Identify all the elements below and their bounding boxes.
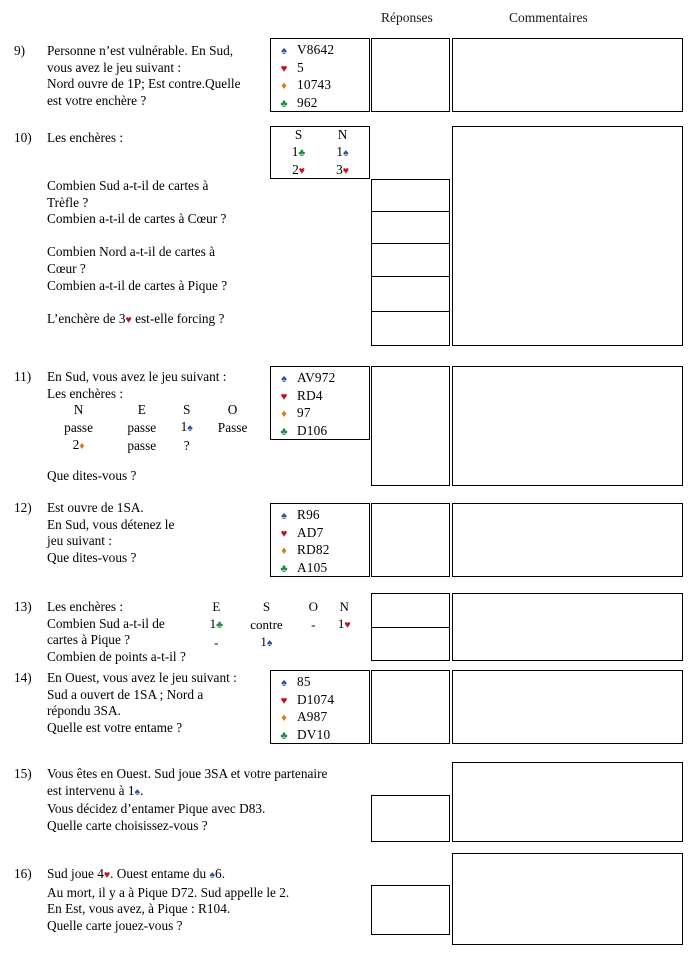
hand-cards-diamond: A987 [297, 709, 328, 724]
club-icon: ♣ [280, 729, 288, 742]
heart-icon: ♥ [280, 694, 288, 707]
answer-box-10[interactable] [371, 179, 450, 346]
spade-icon: ♠ [281, 510, 287, 522]
diamond-icon: ♦ [79, 441, 85, 453]
q15-line-3: Vous décidez d’entamer Pique avec D83. [47, 801, 266, 817]
question-text-16 [47, 866, 352, 934]
bid-e-2: passe [127, 438, 157, 454]
hand-cards-spade: R96 [297, 507, 320, 522]
hand-cards-club: 962 [297, 94, 318, 110]
bidding-col-n: N [73, 402, 84, 417]
hand-row-club [271, 422, 369, 440]
question-text-15 [47, 766, 352, 834]
question-text-9 [47, 43, 261, 109]
q9-line-1: Personne n’est vulnérable. En Sud, [47, 43, 234, 58]
answer-box-14[interactable] [371, 670, 450, 744]
hand-row-club [271, 94, 369, 112]
bid-o-1: Passe [217, 419, 248, 435]
q13-line-2: Combien Sud a-t-il de [47, 615, 165, 631]
bidding-header-row [199, 599, 361, 616]
bid-s-2: 1♠ [260, 634, 273, 649]
q12-line-3: jeu suivant : [47, 533, 112, 549]
bid-e-1: 1♣ [209, 615, 224, 631]
diamond-icon: ♦ [281, 712, 287, 724]
hand-cards-heart: D1074 [297, 691, 335, 707]
spade-icon: ♠ [209, 870, 216, 881]
comment-box-9[interactable] [452, 38, 683, 112]
question-text-11 [47, 369, 265, 402]
bid-s-1: 1♠ [180, 418, 193, 434]
bid-e-2: - [214, 635, 219, 650]
bid-s-2: 2♥ [292, 162, 305, 178]
bid-n-1: 1♠ [336, 143, 349, 159]
comment-box-12[interactable] [452, 503, 683, 577]
q14-line-1: En Ouest, vous avez le jeu suivant : [47, 670, 237, 685]
hand-row-diamond [271, 708, 369, 726]
heart-icon: ♥ [342, 166, 349, 178]
q10-line-1: Les enchères : [47, 130, 124, 145]
club-icon: ♣ [216, 619, 224, 631]
q10-line-2: Combien Sud a-t-il de cartes à [47, 178, 209, 193]
hand-row-spade [271, 673, 369, 691]
question-number-9: 9) [14, 43, 26, 58]
club-icon: ♣ [298, 147, 306, 159]
heart-icon: ♥ [344, 619, 351, 631]
q11-line-3: Que dites-vous ? [47, 468, 137, 483]
q9-line-3: Nord ouvre de 1P; Est contre.Quelle [47, 76, 241, 92]
answer-box-15[interactable] [371, 795, 450, 842]
q13-line-3: cartes à Pique ? [47, 632, 131, 648]
hand-cards-spade: AV972 [297, 370, 336, 385]
bidding-col-n: N [339, 599, 349, 614]
hand-row-club [271, 559, 369, 577]
q10-line-4: Combien a-t-il de cartes à Cœur ? [47, 211, 227, 227]
bidding-table-13 [199, 599, 361, 653]
hand-row-heart [271, 524, 369, 542]
bidding-row-2 [47, 437, 265, 456]
q15-line-2: est intervenu à 1♠. [47, 782, 144, 798]
answer-divider-2 [372, 243, 449, 244]
bidding-row-1 [47, 419, 265, 438]
hand-row-heart [271, 691, 369, 709]
question-number-15: 15) [14, 766, 32, 781]
bidding-col-s: S [262, 599, 271, 614]
answer-divider-4 [372, 311, 449, 312]
hand-cards-club: D106 [297, 422, 328, 438]
hand-row-spade [271, 41, 369, 59]
comment-box-11[interactable] [452, 366, 683, 486]
hand-row-club [271, 726, 369, 744]
comment-box-10[interactable] [452, 126, 683, 346]
q9-line-2: vous avez le jeu suivant : [47, 59, 182, 75]
club-icon: ♣ [280, 562, 288, 575]
bid-s-1: 1♣ [291, 143, 306, 159]
q16-line-1: Sud joue 4♥. Ouest entame du ♠6. [47, 866, 226, 881]
question-number-16: 16) [14, 866, 32, 881]
diamond-icon: ♦ [281, 545, 287, 557]
answer-box-11[interactable] [371, 366, 450, 486]
question-number-14: 14) [14, 670, 32, 685]
q11-line-2: Les enchères : [47, 385, 124, 401]
question-text-14 [47, 670, 265, 736]
column-header-reponses: Réponses [381, 10, 433, 25]
q16-line-4: Quelle carte jouez-vous ? [47, 917, 183, 933]
q14-line-2: Sud a ouvert de 1SA ; Nord a [47, 686, 204, 702]
answer-box-12[interactable] [371, 503, 450, 577]
spade-icon: ♠ [281, 45, 287, 57]
bidding-table-10 [276, 127, 364, 181]
spade-icon: ♠ [134, 786, 141, 798]
question-text-11-tail [47, 468, 265, 485]
answer-box-16[interactable] [371, 885, 450, 935]
hand-box-9 [270, 38, 370, 112]
spacer [47, 228, 261, 245]
q9-line-4: est votre enchère ? [47, 92, 147, 108]
hand-cards-spade: V8642 [297, 42, 335, 57]
q10-line-8: L’enchère de 3♥ est-elle forcing ? [47, 310, 225, 326]
hand-row-diamond [271, 541, 369, 559]
hand-cards-diamond: RD82 [297, 542, 330, 557]
spade-icon: ♠ [343, 147, 349, 159]
hand-row-heart [271, 387, 369, 405]
bidding-col-s: S [183, 402, 191, 417]
heart-icon: ♥ [280, 390, 288, 403]
bidding-col-o: O [308, 599, 318, 614]
q16-line-3: En Est, vous avez, à Pique : R104. [47, 901, 231, 917]
column-header-commentaires: Commentaires [509, 10, 588, 25]
spade-icon: ♠ [281, 373, 287, 385]
answer-divider-3 [372, 276, 449, 277]
question-text-10-body [47, 178, 261, 329]
bidding-header-row [276, 127, 364, 144]
q10-line-5: Combien Nord a-t-il de cartes à [47, 244, 215, 260]
bidding-table-11 [47, 402, 265, 456]
question-number-11: 11) [14, 369, 32, 384]
heart-icon: ♥ [280, 527, 288, 540]
q10-line-6: Cœur ? [47, 260, 86, 276]
q11-line-1: En Sud, vous avez le jeu suivant : [47, 369, 227, 384]
q12-line-2: En Sud, vous détenez le [47, 516, 175, 532]
hand-box-14 [270, 670, 370, 744]
spade-icon: ♠ [281, 677, 287, 689]
hand-row-diamond [271, 76, 369, 94]
q16-line-2: Au mort, il y a à Pique D72. Sud appelle le 2. [47, 884, 290, 900]
heart-icon: ♥ [280, 62, 288, 75]
question-text-13 [47, 599, 197, 665]
bid-o-2 [299, 634, 327, 653]
hand-cards-diamond: 97 [297, 405, 311, 420]
bidding-col-o: O [227, 402, 238, 417]
heart-icon: ♥ [103, 870, 111, 881]
diamond-icon: ♦ [281, 80, 287, 92]
hand-row-heart [271, 59, 369, 77]
question-number-13: 13) [14, 599, 32, 614]
q14-line-4: Quelle est votre entame ? [47, 719, 183, 735]
question-text-12 [47, 500, 261, 566]
bid-n-1: 1♥ [337, 615, 351, 631]
question-text-10-intro [47, 130, 261, 147]
q12-line-1: Est ouvre de 1SA. [47, 500, 144, 515]
bidding-col-s: S [294, 127, 303, 142]
answer-box-13[interactable] [371, 593, 450, 661]
hand-cards-spade: 85 [297, 674, 311, 689]
question-number-12: 12) [14, 500, 32, 515]
hand-box-12 [270, 503, 370, 577]
bid-o-2 [200, 437, 265, 456]
club-icon: ♣ [280, 97, 288, 110]
bid-o-1: - [311, 616, 316, 632]
bidding-col-n: N [337, 127, 348, 142]
bidding-row-1 [276, 144, 364, 163]
hand-box-11 [270, 366, 370, 440]
spade-icon: ♠ [266, 638, 273, 649]
bid-n-2 [327, 634, 361, 653]
q15-line-4: Quelle carte choisissez-vous ? [47, 817, 208, 833]
q10-line-7: Combien a-t-il de cartes à Pique ? [47, 277, 228, 293]
spade-icon: ♠ [187, 422, 193, 434]
hand-cards-heart: 5 [297, 59, 304, 75]
bid-s-1: contre [250, 616, 283, 632]
bidding-col-e: E [212, 599, 221, 614]
q13-line-1: Les enchères : [47, 599, 124, 614]
hand-cards-club: DV10 [297, 726, 331, 742]
heart-icon: ♥ [298, 166, 305, 178]
heart-icon: ♥ [125, 314, 132, 326]
bid-n-2: 2♦ [72, 437, 85, 453]
answer-divider-1 [372, 627, 449, 628]
hand-cards-heart: AD7 [297, 524, 324, 540]
q12-line-4: Que dites-vous ? [47, 549, 137, 565]
q14-line-3: répondu 3SA. [47, 703, 121, 719]
bidding-row-1 [199, 616, 361, 635]
bid-n-1: passe [64, 419, 93, 435]
club-icon: ♣ [280, 425, 288, 438]
question-number-10: 10) [14, 130, 32, 145]
hand-cards-club: A105 [297, 559, 328, 575]
answer-box-9[interactable] [371, 38, 450, 112]
q15-line-1: Vous êtes en Ouest. Sud joue 3SA et votre partenaire [47, 766, 328, 781]
bidding-col-e: E [137, 402, 146, 417]
q13-line-4: Combien de points a-t-il ? [47, 648, 186, 664]
diamond-icon: ♦ [281, 408, 287, 420]
hand-cards-diamond: 10743 [297, 77, 332, 92]
hand-row-spade [271, 369, 369, 387]
q10-line-3: Trèfle ? [47, 194, 89, 210]
bid-e-1: passe [127, 419, 157, 435]
hand-row-diamond [271, 404, 369, 422]
spacer [47, 294, 261, 311]
comment-box-16[interactable] [452, 853, 683, 945]
hand-cards-heart: RD4 [297, 387, 323, 403]
bid-n-2: 3♥ [336, 162, 349, 178]
bidding-header-row [47, 402, 265, 419]
bid-s-2: ? [183, 438, 190, 454]
comment-box-15[interactable] [452, 762, 683, 842]
bidding-row-2 [276, 162, 364, 181]
hand-row-spade [271, 506, 369, 524]
comment-box-13[interactable] [452, 593, 683, 661]
comment-box-14[interactable] [452, 670, 683, 744]
answer-divider-1 [372, 211, 449, 212]
bidding-row-2 [199, 634, 361, 653]
